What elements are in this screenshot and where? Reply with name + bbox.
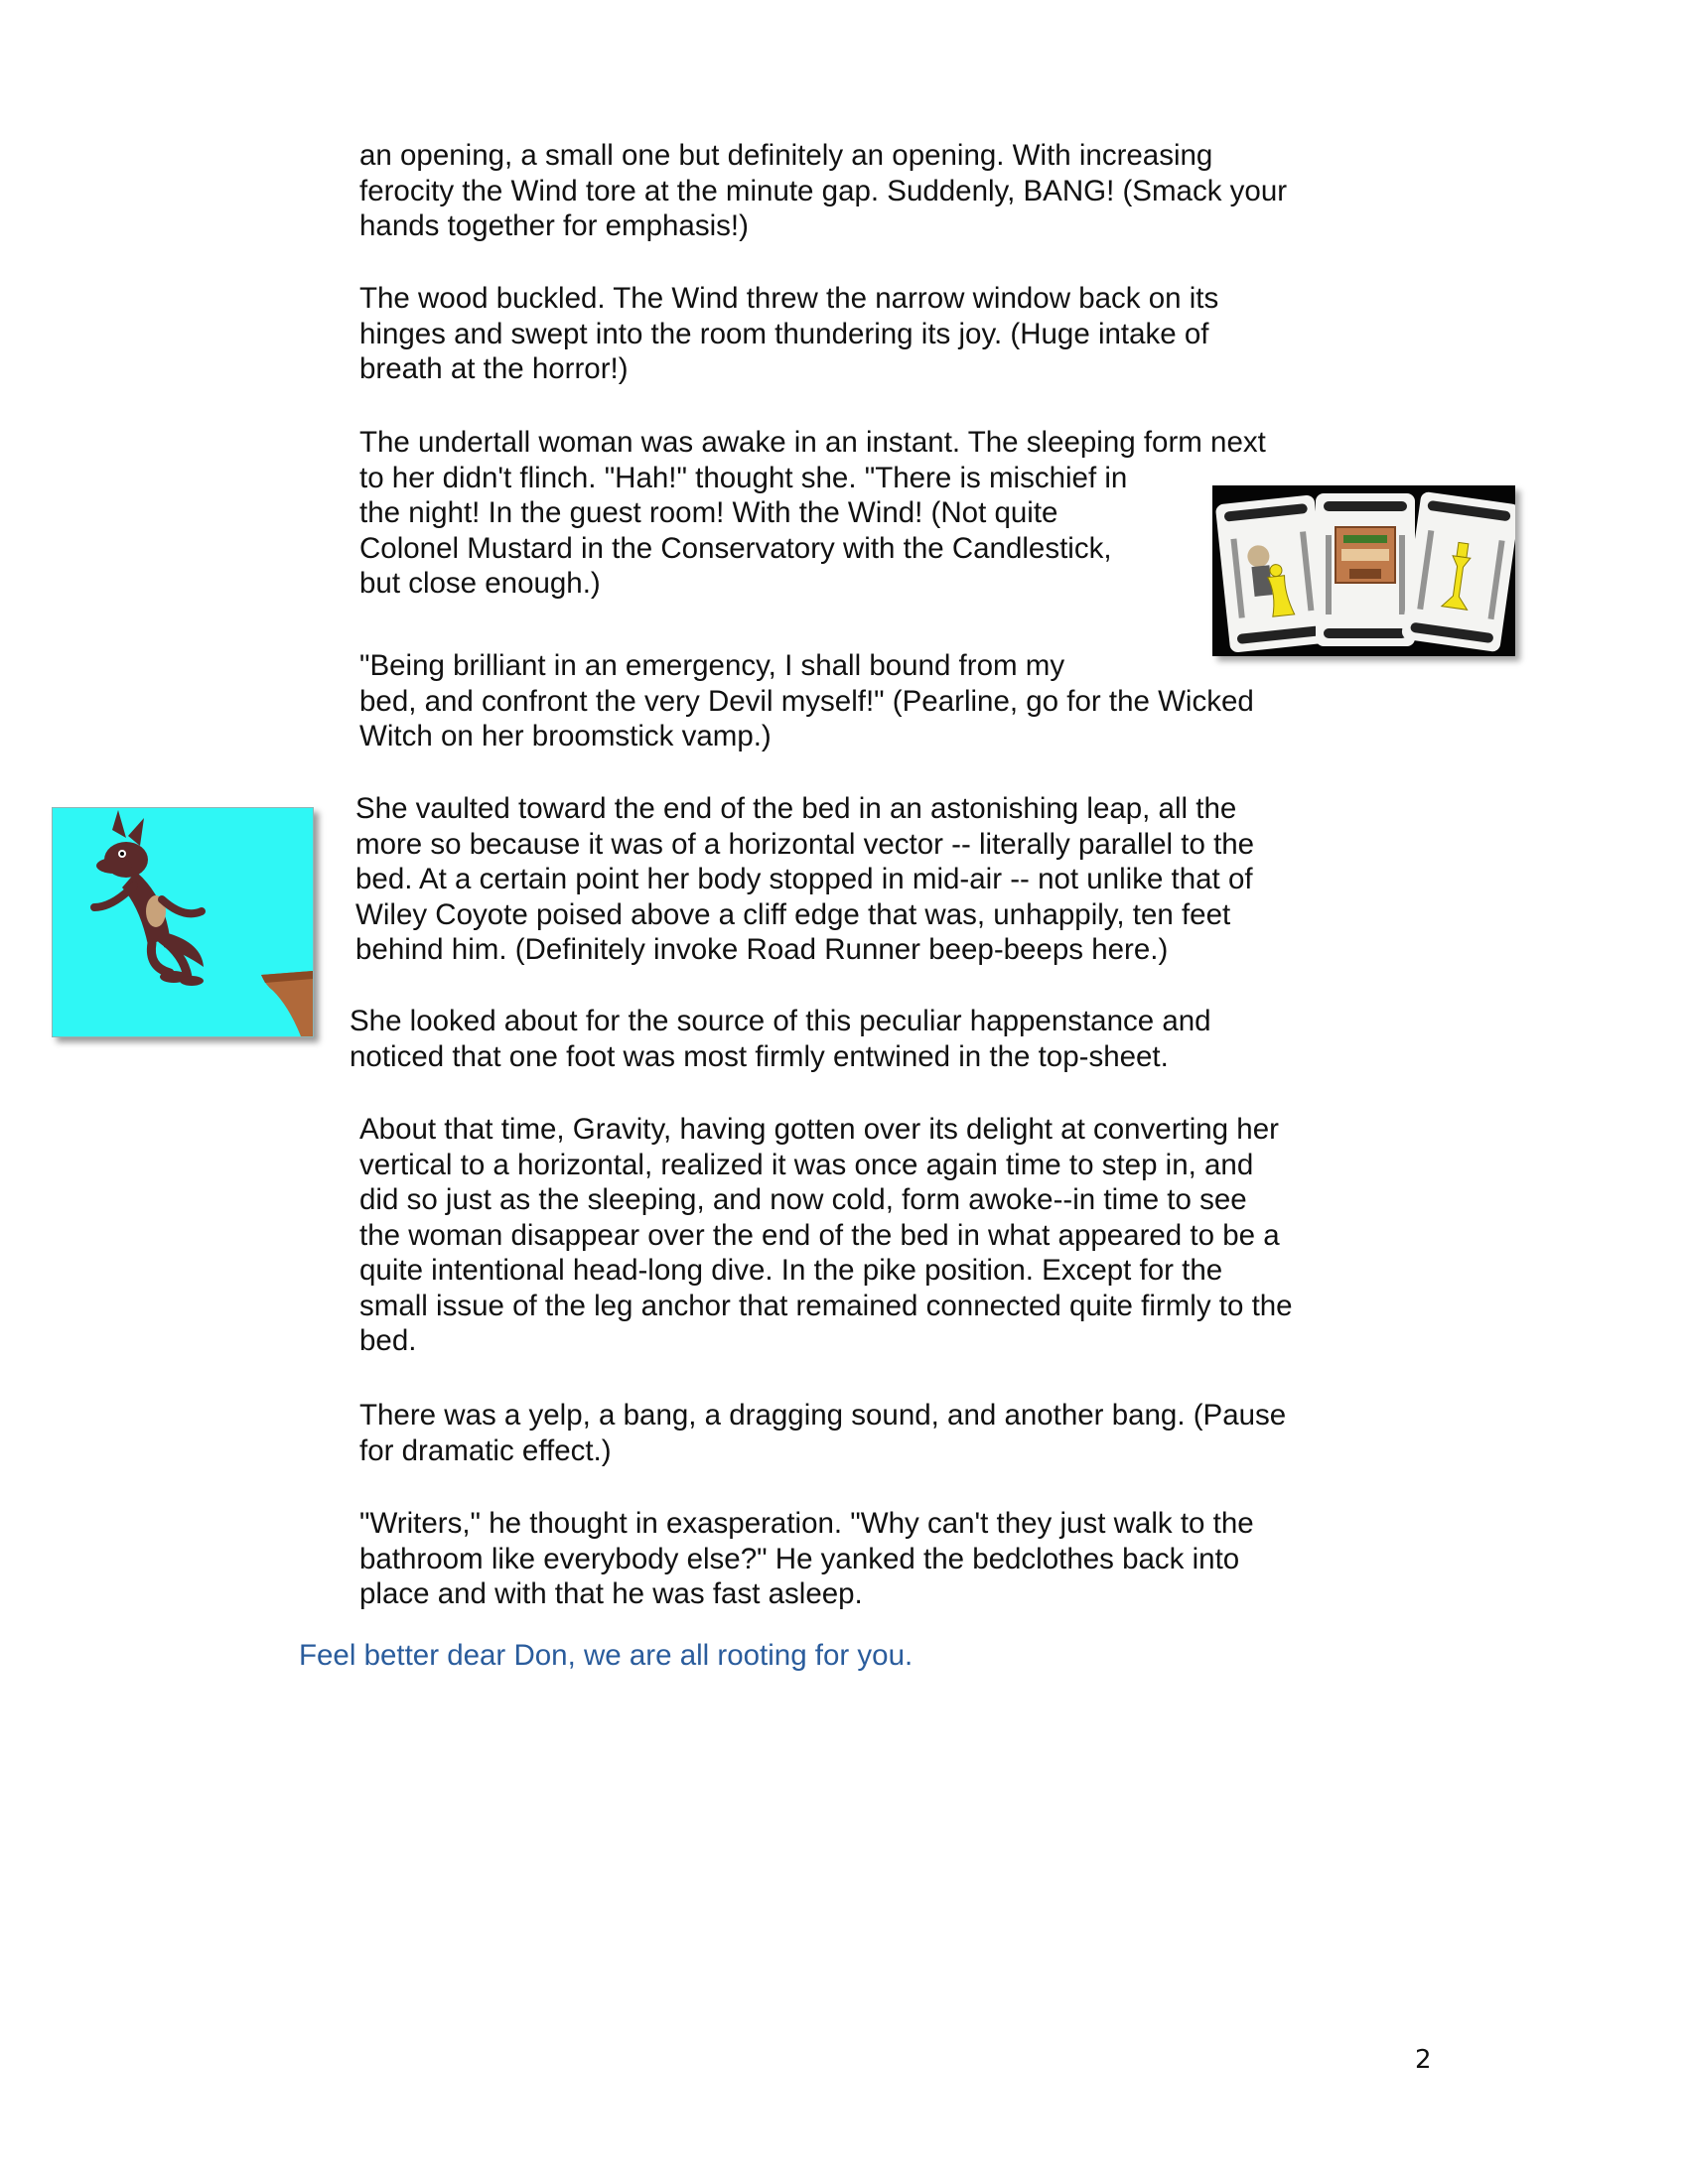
conservatory-card (1316, 493, 1415, 646)
story-paragraph: "Writers," he thought in exasperation. "Why can't they just walk to the bathroom like everybody else?" He yanked the bedclothes back into place and with that he was fast asleep. (359, 1507, 1254, 1610)
story-paragraph: "Being brilliant in an emergency, I shall bound from my bed, and confront the very Devil myself!" (Pearline, go for the Wicked Witch on her broomstick vamp.) (359, 649, 1254, 752)
story-paragraph: There was a yelp, a bang, a dragging sound, and another bang. (Pause for dramatic effect.) (359, 1399, 1287, 1467)
story-paragraph: She looked about for the source of this peculiar happenstance and noticed that one foot was most firmly entwined in the top-sheet. (350, 1005, 1211, 1073)
page-number: 2 (1415, 2045, 1432, 2075)
colonel-mustard-card (1215, 494, 1330, 653)
clue-cards-illustration (1212, 485, 1515, 656)
story-paragraph: About that time, Gravity, having gotten over its delight at converting her vertical to a horizontal, realized it was once again time to step in, and did so just as the sleeping, and now cold, form awoke--in time to see the woman disappear over the end of the bed in what appeared to be a quite intentional head-long dive. In the pike position. Except for the small issue of the leg anchor that remained connected quite firmly to the bed. (359, 1113, 1293, 1357)
coyote-image (52, 807, 314, 1037)
story-paragraph: She vaulted toward the end of the bed in an astonishing leap, all the more so because it was of a horizontal vector -- literally parallel to the bed. At a certain point her body stopped in mid-air -- not unlike that of Wiley Coyote poised above a cliff edge that was, unhappily, ten feet behind him. (Definitely invoke Road Runner beep-beeps here.) (355, 792, 1255, 966)
coyote-illustration (53, 808, 313, 1036)
story-paragraph: The wood buckled. The Wind threw the narrow window back on its hinges and swept into the room thundering its joy. (Huge intake of breath at the horror!) (359, 282, 1219, 385)
story-paragraph: The undertall woman was awake in an instant. The sleeping form next to her didn't flinch. "Hah!" thought she. "There is mischief in the night! In the guest room! With the Wind! (Not quite Colonel Mustard in the Conservatory with the Candlestick, but close enough.) (359, 426, 1266, 600)
story-paragraph: an opening, a small one but definitely an opening. With increasing ferocity the Wind tore at the minute gap. Suddenly, BANG! (Smack your hands together for emphasis!) (359, 139, 1288, 242)
clue-cards-image (1212, 485, 1515, 656)
closing-line: Feel better dear Don, we are all rooting for you. (299, 1639, 914, 1672)
